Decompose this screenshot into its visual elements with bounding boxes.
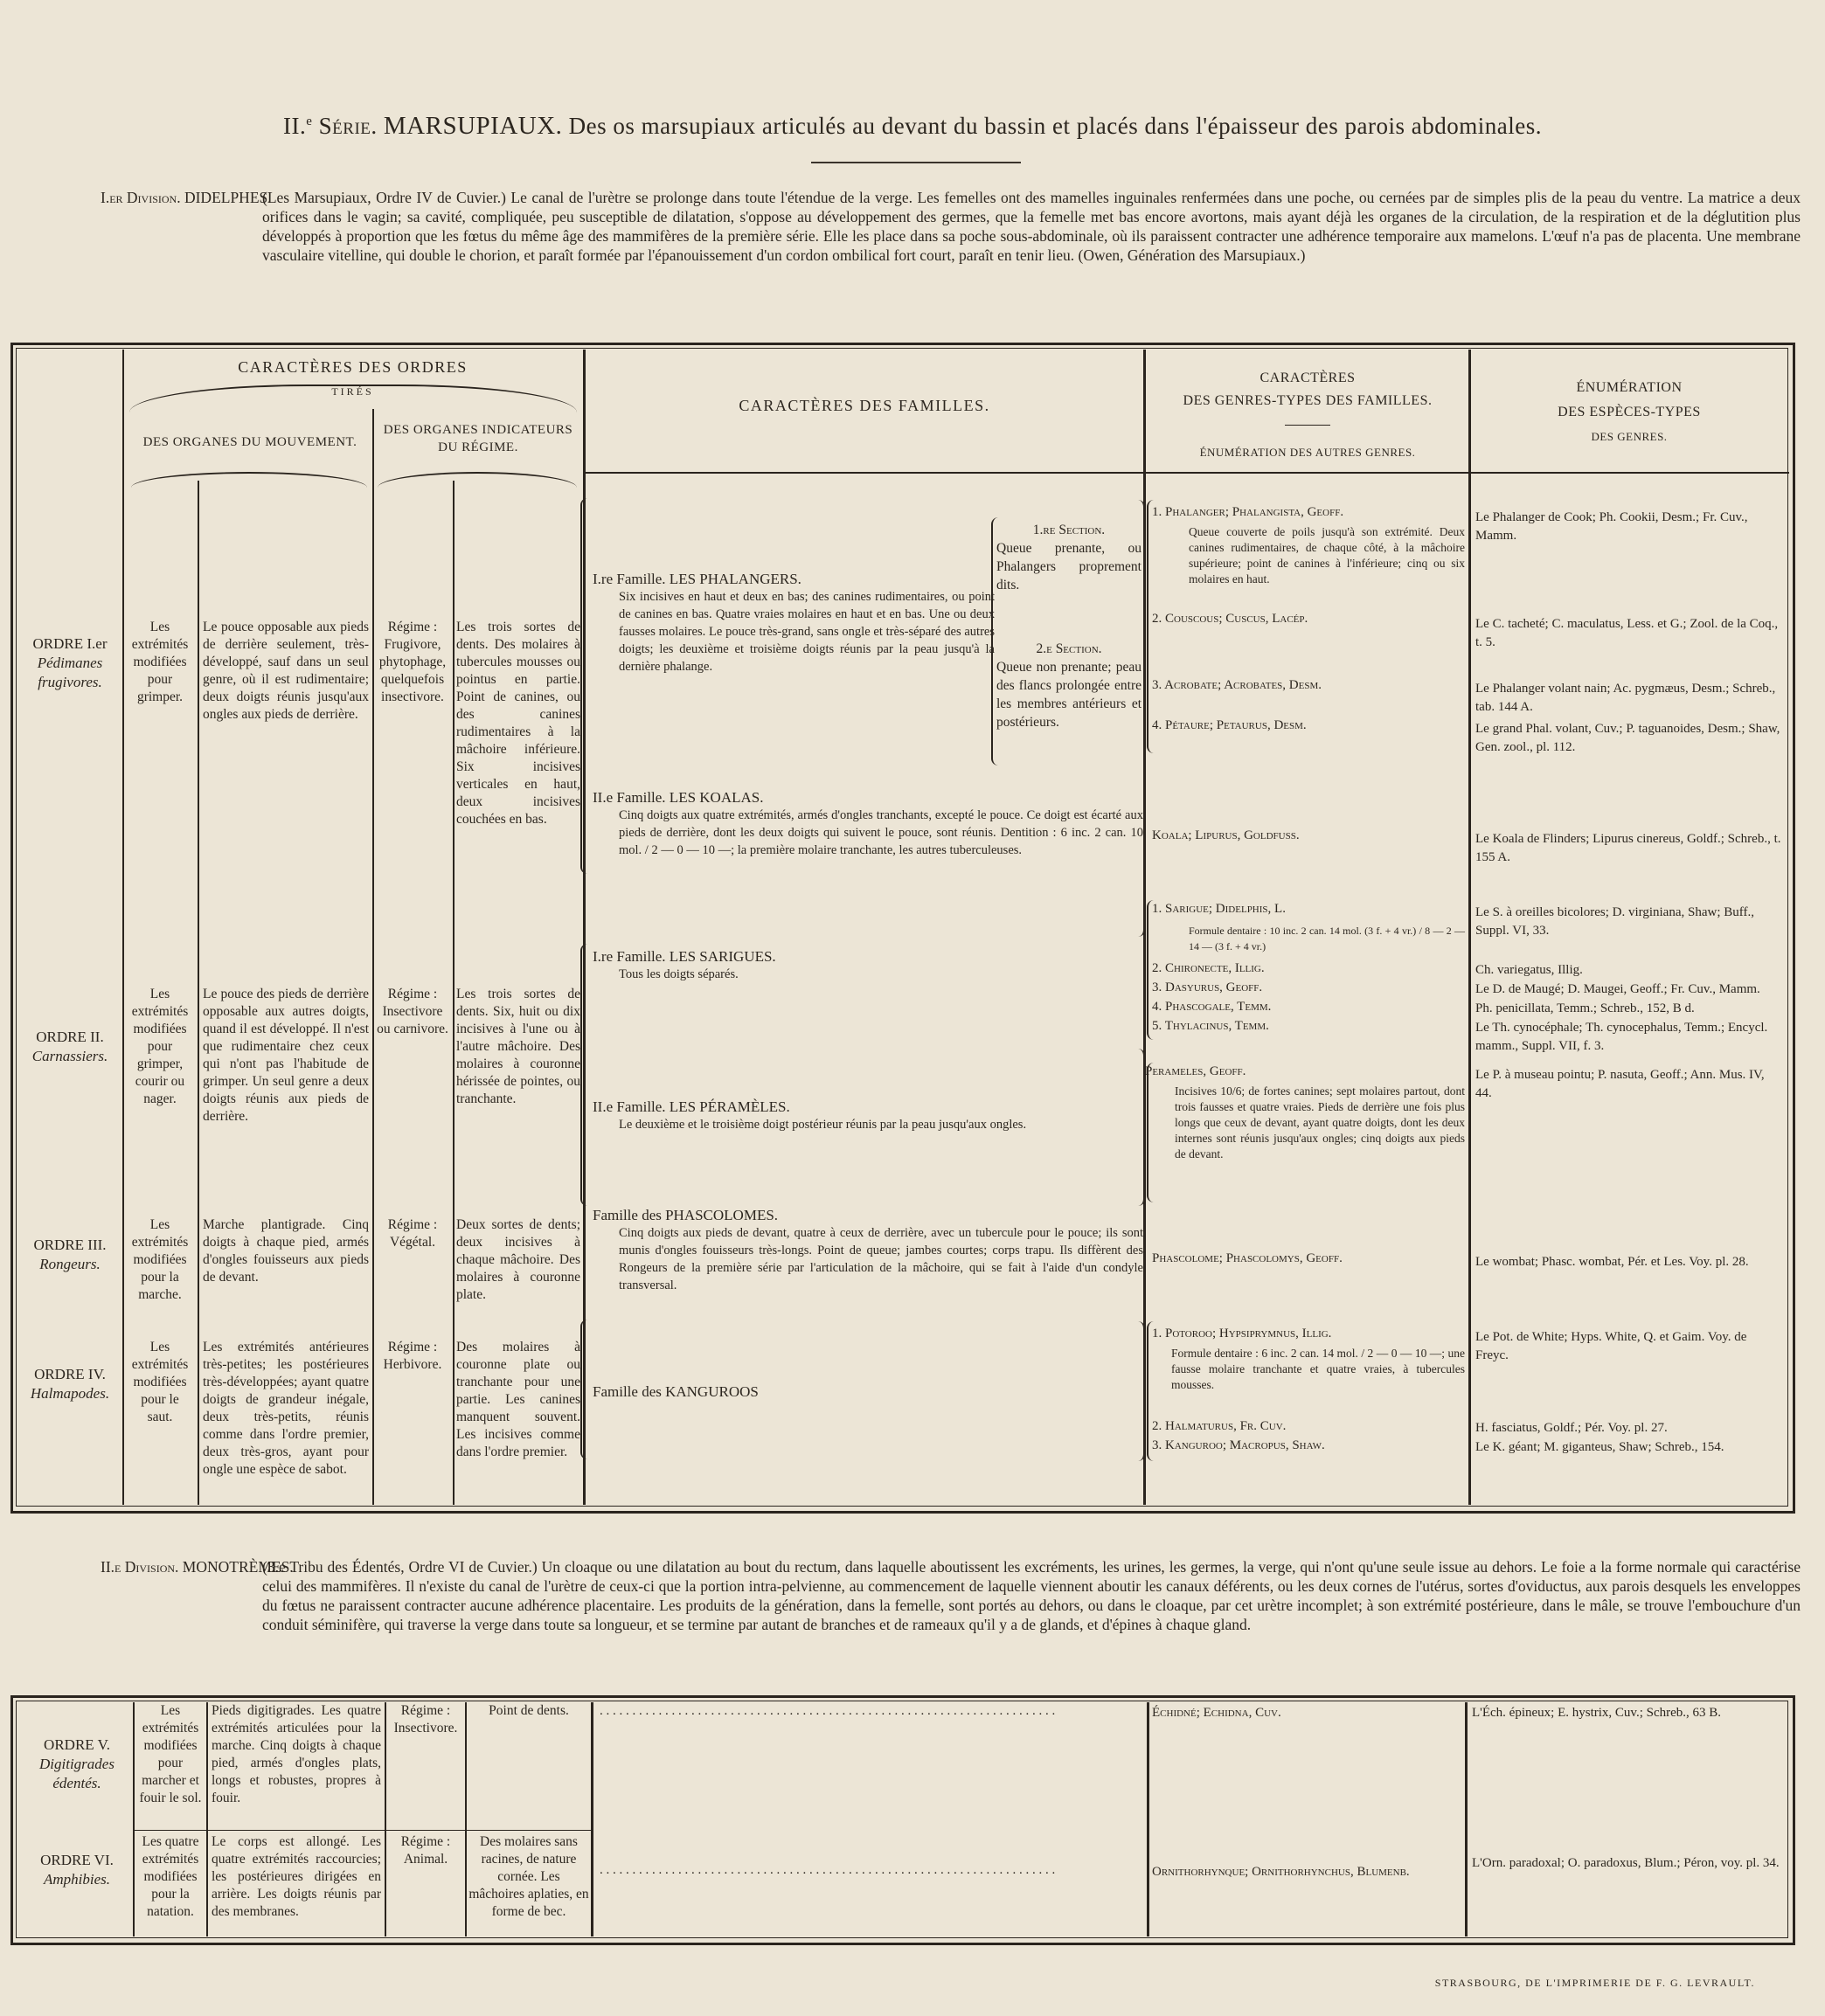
genus-3: 3. Acrobate; Acrobates, Desm.: [1152, 678, 1322, 692]
division1-text: I.er Division. DIDELPHES. (Les Marsupiaux, Ordre IV de Cuvier.) Le canal de l'urètre se prolonge dans toute l'étendue de la verge. Les femelles ont des mamelles inguinales renfermées dans une poche, ou cernées par de simples plis de la peau du ventre. La matrice a deux orifices dans le vagin; sa cavité, compliquée, peu susceptible de dilatation, s'oppose au développement des germes, que la femelle met bas encore avortons, mais ayant déjà les organes de la circulation, de la respiration et de la déglutition plus développés à proportion que les fœtus du même âge des mammifères de la première série. Elle les place dans sa poche sous-abdominale, où ils paraissent contracter une adhérence temporaire aux mamelons. L'œuf n'a pas de placenta. Une membrane vasculaire vitelline, qui double le chorion, et paraît formée par l'épanouissement d'un cordon ombilical fort court, paraît en tenir lieu. (Owen, Génération des Marsupiaux.): [101, 189, 1801, 264]
genus-kanguroo: 3. Kanguroo; Macropus, Shaw.: [1152, 1438, 1325, 1452]
species-1: Le Phalanger de Cook; Ph. Cookii, Desm.; Fr. Cuv., Mamm.: [1475, 510, 1748, 543]
species-potoroo: Le Pot. de White; Hyps. White, Q. et Gaim. Voy. de Freyc.: [1475, 1330, 1747, 1362]
order-3-regime: Régime : Végétal.: [387, 1217, 438, 1250]
genus-sarigue: 1. Sarigue; Didelphis, L.: [1152, 902, 1286, 916]
species-dasyurus: Le D. de Maugé; D. Maugei, Geoff.; Fr. Cuv., Mamm.: [1475, 982, 1760, 996]
order-1-teeth: Les trois sortes de dents. Des molaires à tubercules mousses ou pointus en partie. Point de canines, ou des canines rudimentaires à la mâchoire inférieure. Six incisives verticales en haut, deux incisives couchées en bas.: [456, 620, 580, 827]
order-4-label: ORDRE IV. Halmapodes.: [30, 1366, 110, 1402]
family-phalangers: I.re Famille. LES PHALANGERS. Six incisives en haut et deux en bas; des canines rudimentaires, ou point de canines en bas. Quatre vraies molaires en haut et en bas. Une ou deux fausses molaires. Le pouce très-grand, sans ongle et très-séparé des autres doigts; les deuxième et troisième doigts réunis par la peau jusqu'à la dernière phalange.: [593, 571, 995, 674]
order-6-label: ORDRE VI. Amphibies.: [40, 1852, 114, 1888]
family-koalas: II.e Famille. LES KOALAS. Cinq doigts aux quatre extrémités, armés d'ongles tranchants, excepté le pouce. Ce doigt est écarté aux pieds de derrière, dont les deux doigts qui suivent le pouce, sont réunis. Dentition : 6 inc. 2 can. 10 mol. / 2 — 0 — 10 —; la première molaire tranchante, les autres tuberculeuses.: [593, 789, 1143, 857]
order-5-limbs: Les extrémités modifiées pour marcher et fouir le sol.: [139, 1703, 202, 1805]
order-1-movement: Le pouce opposable aux pieds de derrière seulement, très-développé, sauf dans un seul genre, où il est rudimentaire; deux doigts réunis jusqu'aux ongles aux pieds de derrière.: [203, 620, 369, 722]
species-phascolome: Le wombat; Phasc. wombat, Pér. et Les. Voy. pl. 28.: [1475, 1255, 1749, 1269]
genus-ornithorhynchus: Ornithorhynque; Ornithorhynchus, Blumenb.: [1152, 1865, 1410, 1879]
species-3: Le Phalanger volant nain; Ac. pygmæus, Desm.; Schreb., tab. 144 A.: [1475, 682, 1776, 714]
series-title: II.$^e$ Série. MARSUPIAUX. Des os marsupiaux articulés au devant du bassin et placés dans l'épaisseur des parois abdominales.: [283, 112, 1542, 140]
section-2: 2.e Section. Queue non prenante; peau des flancs prolongée entre les membres antérieurs et postérieurs.: [996, 641, 1141, 730]
genus-phascogale: 4. Phascogale, Temm.: [1152, 1000, 1272, 1014]
species-koala: Le Koala de Flinders; Lipurus cinereus, Goldf.; Schreb., t. 155 A.: [1475, 832, 1781, 864]
order-2-movement: Le pouce des pieds de derrière opposable aux autres doigts, quand il est développé. Il n'est que rudimentaire chez ceux qui n'ont pas l'habitude de grimper. Un seul genre a deux doigts réunis aux pieds de derrière.: [203, 987, 369, 1124]
order-6-movement: Le corps est allongé. Les quatre extrémités raccourcies; les postérieures dirigées en arrière. Les doigts réunis par des membranes.: [212, 1834, 381, 1919]
header-orders: CARACTÈRES DES ORDRES: [238, 358, 468, 376]
genus-thylacinus: 5. Thylacinus, Temm.: [1152, 1019, 1269, 1033]
header-genres: CARACTÈRES DES GENRES-TYPES DES FAMILLES.: [1183, 371, 1433, 408]
order-2-teeth: Les trois sortes de dents. Six, huit ou dix incisives à l'une ou à l'autre mâchoire. Des molaires à couronne hérissée de pointes, ou tranchante.: [456, 987, 580, 1106]
section-1: 1.re Section. Queue prenante, ou Phalangers proprement dits.: [996, 523, 1141, 592]
species-sarigue: Le S. à oreilles bicolores; D. virginiana, Shaw; Buff., Suppl. VI, 33.: [1475, 905, 1754, 938]
header-species: ÉNUMÉRATION DES ESPÈCES-TYPES DES GENRES.: [1558, 380, 1701, 443]
imprint: STRASBOURG, DE L'IMPRIMERIE DE F. G. LEVRAULT.: [1434, 1977, 1755, 1989]
genus-echidna: Échidné; Echidna, Cuv.: [1152, 1706, 1281, 1720]
order-4-teeth: Des molaires à couronne plate ou tranchante pour une partie. Les canines manquent souvent. Les incisives comme dans l'ordre premier.: [456, 1340, 580, 1459]
family-phascolomes: Famille des PHASCOLOMES. Cinq doigts aux pieds de devant, quatre à ceux de derrière, avec un tubercule pour le pouce; ils sont munis d'ongles fouisseurs très-longs. Point de queue; jambes courtes; corps trapu. Ils diffèrent des Rongeurs de la première série par l'articulation de la mâchoire, qui se fait à l'aide d'un condyle transversal.: [593, 1207, 1143, 1292]
species-chironecte: Ch. variegatus, Illig.: [1475, 963, 1583, 977]
species-echidna: L'Éch. épineux; E. hystrix, Cuv.; Schreb., 63 B.: [1472, 1706, 1722, 1720]
genus-2: 2. Couscous; Cuscus, Lacép.: [1152, 612, 1308, 626]
division2-text: II.e Division. MONOTRÈMES. (3.e Tribu des Édentés, Ordre VI de Cuvier.) Un cloaque ou une dilatation au bout du rectum, dans laquelle aboutissent les excréments, les urines, les germes, la verge, qui n'ont qu'une seule issue au dehors. Le foie a la forme normale qui caractérise celui des mammifères. Il n'existe du canal de l'urètre de ceux-ci que la portion intra-pelvienne, au commencement de laquelle viennent aboutir les canaux déférents, ou les deux cornes de l'utérus, sortes d'oviductus, aux parois desquels les enveloppes du fœtus ne paraissent contracter aucune adhérence placentaire. Les produits de la génération, dans la femelle, sont portés au dehors, ou dans le cloaque, par cet urètre incomplet; à son extrémité postérieure, dans le mâle, se trouve l'embouchure d'un conduit séminifère, qui traverse la verge dans toute sa longueur, et se termine par autant de branches et de rameaux qu'il y a de glands, et d'épines à chaque gland.: [101, 1558, 1801, 1633]
species-2: Le C. tacheté; C. maculatus, Less. et G.; Zool. de la Coq., t. 5.: [1475, 617, 1779, 649]
genus-dasyurus: 3. Dasyurus, Geoff.: [1152, 980, 1263, 994]
species-halmaturus: H. fasciatus, Goldf.; Pér. Voy. pl. 27.: [1475, 1421, 1668, 1435]
species-thylacinus: Le Th. cynocéphale; Th. cynocephalus, Temm.; Encycl. mamm., Suppl. VII, f. 3.: [1475, 1021, 1768, 1053]
genus-4: 4. Pétaure; Petaurus, Desm.: [1152, 718, 1307, 732]
species-ornithorhynchus: L'Orn. paradoxal; O. paradoxus, Blum.; Péron, voy. pl. 34.: [1472, 1856, 1780, 1870]
order-1-limbs: Les extrémités modifiées pour grimper.: [131, 620, 189, 704]
order-2-label: ORDRE II. Carnassiers.: [31, 1029, 108, 1064]
species-perameles: Le P. à museau pointu; P. nasuta, Geoff.; Ann. Mus. IV, 44.: [1475, 1068, 1765, 1100]
order-4-movement: Les extrémités antérieures très-petites; les postérieures très-développées; ayant quatre doigts de grandeur inégale, deux très-petits, réunis comme dans l'ordre premier, deux très-gros, ayant pour ongle une espèce de sabot.: [203, 1340, 369, 1477]
order-4-limbs: Les extrémités modifiées pour le saut.: [131, 1340, 189, 1424]
order-2-limbs: Les extrémités modifiées pour grimper, courir ou nager.: [131, 987, 189, 1106]
order-1-regime: Régime : Frugivore, phytophage, quelquefois insectivore.: [378, 620, 447, 704]
order-5-label: ORDRE V. Digitigrades édentés.: [39, 1736, 114, 1791]
genus-1: 1. Phalanger; Phalangista, Geoff.: [1152, 505, 1344, 519]
title-rule: [811, 162, 1021, 163]
header-regime: DES ORGANES INDICATEURS DU RÉGIME.: [383, 423, 573, 454]
order-3-teeth: Deux sortes de dents; deux incisives à chaque mâchoire. Des molaires à couronne plate.: [456, 1217, 580, 1302]
genus-chironecte: 2. Chironecte, Illig.: [1152, 961, 1265, 975]
genus-halmaturus: 2. Halmaturus, Fr. Cuv.: [1152, 1419, 1287, 1433]
header-movement: DES ORGANES DU MOUVEMENT.: [142, 435, 357, 449]
order-4-regime: Régime : Herbivore.: [383, 1340, 442, 1372]
family-sarigues: I.re Famille. LES SARIGUES. Tous les doigts séparés.: [593, 948, 776, 981]
family-kanguroos: Famille des KANGUROOS: [593, 1383, 759, 1400]
family-perameles: II.e Famille. LES PÉRAMÈLES. Le deuxième et le troisième doigt postérieur réunis par la peau jusqu'aux ongles.: [593, 1098, 1027, 1132]
genus-potoroo: 1. Potoroo; Hypsiprymnus, Illig.: [1152, 1327, 1332, 1341]
order-3-movement: Marche plantigrade. Cinq doigts à chaque pied, armés d'ongles fouisseurs aux pieds de devant.: [203, 1217, 369, 1285]
genus-perameles: Perameles, Geoff.: [1145, 1064, 1246, 1078]
genus-phascolome: Phascolome; Phascolomys, Geoff.: [1152, 1251, 1343, 1265]
order-5-teeth: Point de dents.: [489, 1703, 569, 1718]
order-3-limbs: Les extrémités modifiées pour la marche.: [131, 1217, 189, 1302]
species-kanguroo: Le K. géant; M. giganteus, Shaw; Schreb., 154.: [1475, 1440, 1724, 1454]
order-5-regime: Régime : Insectivore.: [393, 1703, 458, 1735]
order-6-limbs: Les quatre extrémités modifiées pour la natation.: [142, 1834, 199, 1919]
genus-koala: Koala; Lipurus, Goldfuss.: [1152, 828, 1300, 842]
species-phascogale: Ph. penicillata, Temm.; Schreb., 152, B d.: [1475, 1001, 1695, 1015]
order-6-regime: Régime : Animal.: [400, 1834, 451, 1867]
order-5-movement: Pieds digitigrades. Les quatre extrémités articulées pour la marche. Cinq doigts à chaque pied, armés d'ongles plats, longs et robustes, propres à fouir.: [212, 1703, 381, 1805]
order-2-regime: Régime : Insectivore ou carnivore.: [377, 987, 448, 1036]
header-families: CARACTÈRES DES FAMILLES.: [739, 397, 990, 414]
order-6-teeth: Des molaires sans racines, de nature cornée. Les mâchoires aplaties, en forme de bec.: [468, 1834, 589, 1919]
species-4: Le grand Phal. volant, Cuv.; P. taguanoides, Desm.; Shaw, Gen. zool., pl. 112.: [1475, 722, 1780, 754]
order-3-label: ORDRE III. Rongeurs.: [33, 1237, 107, 1272]
order-1-label: ORDRE I.er Pédimanes frugivores.: [32, 635, 108, 690]
